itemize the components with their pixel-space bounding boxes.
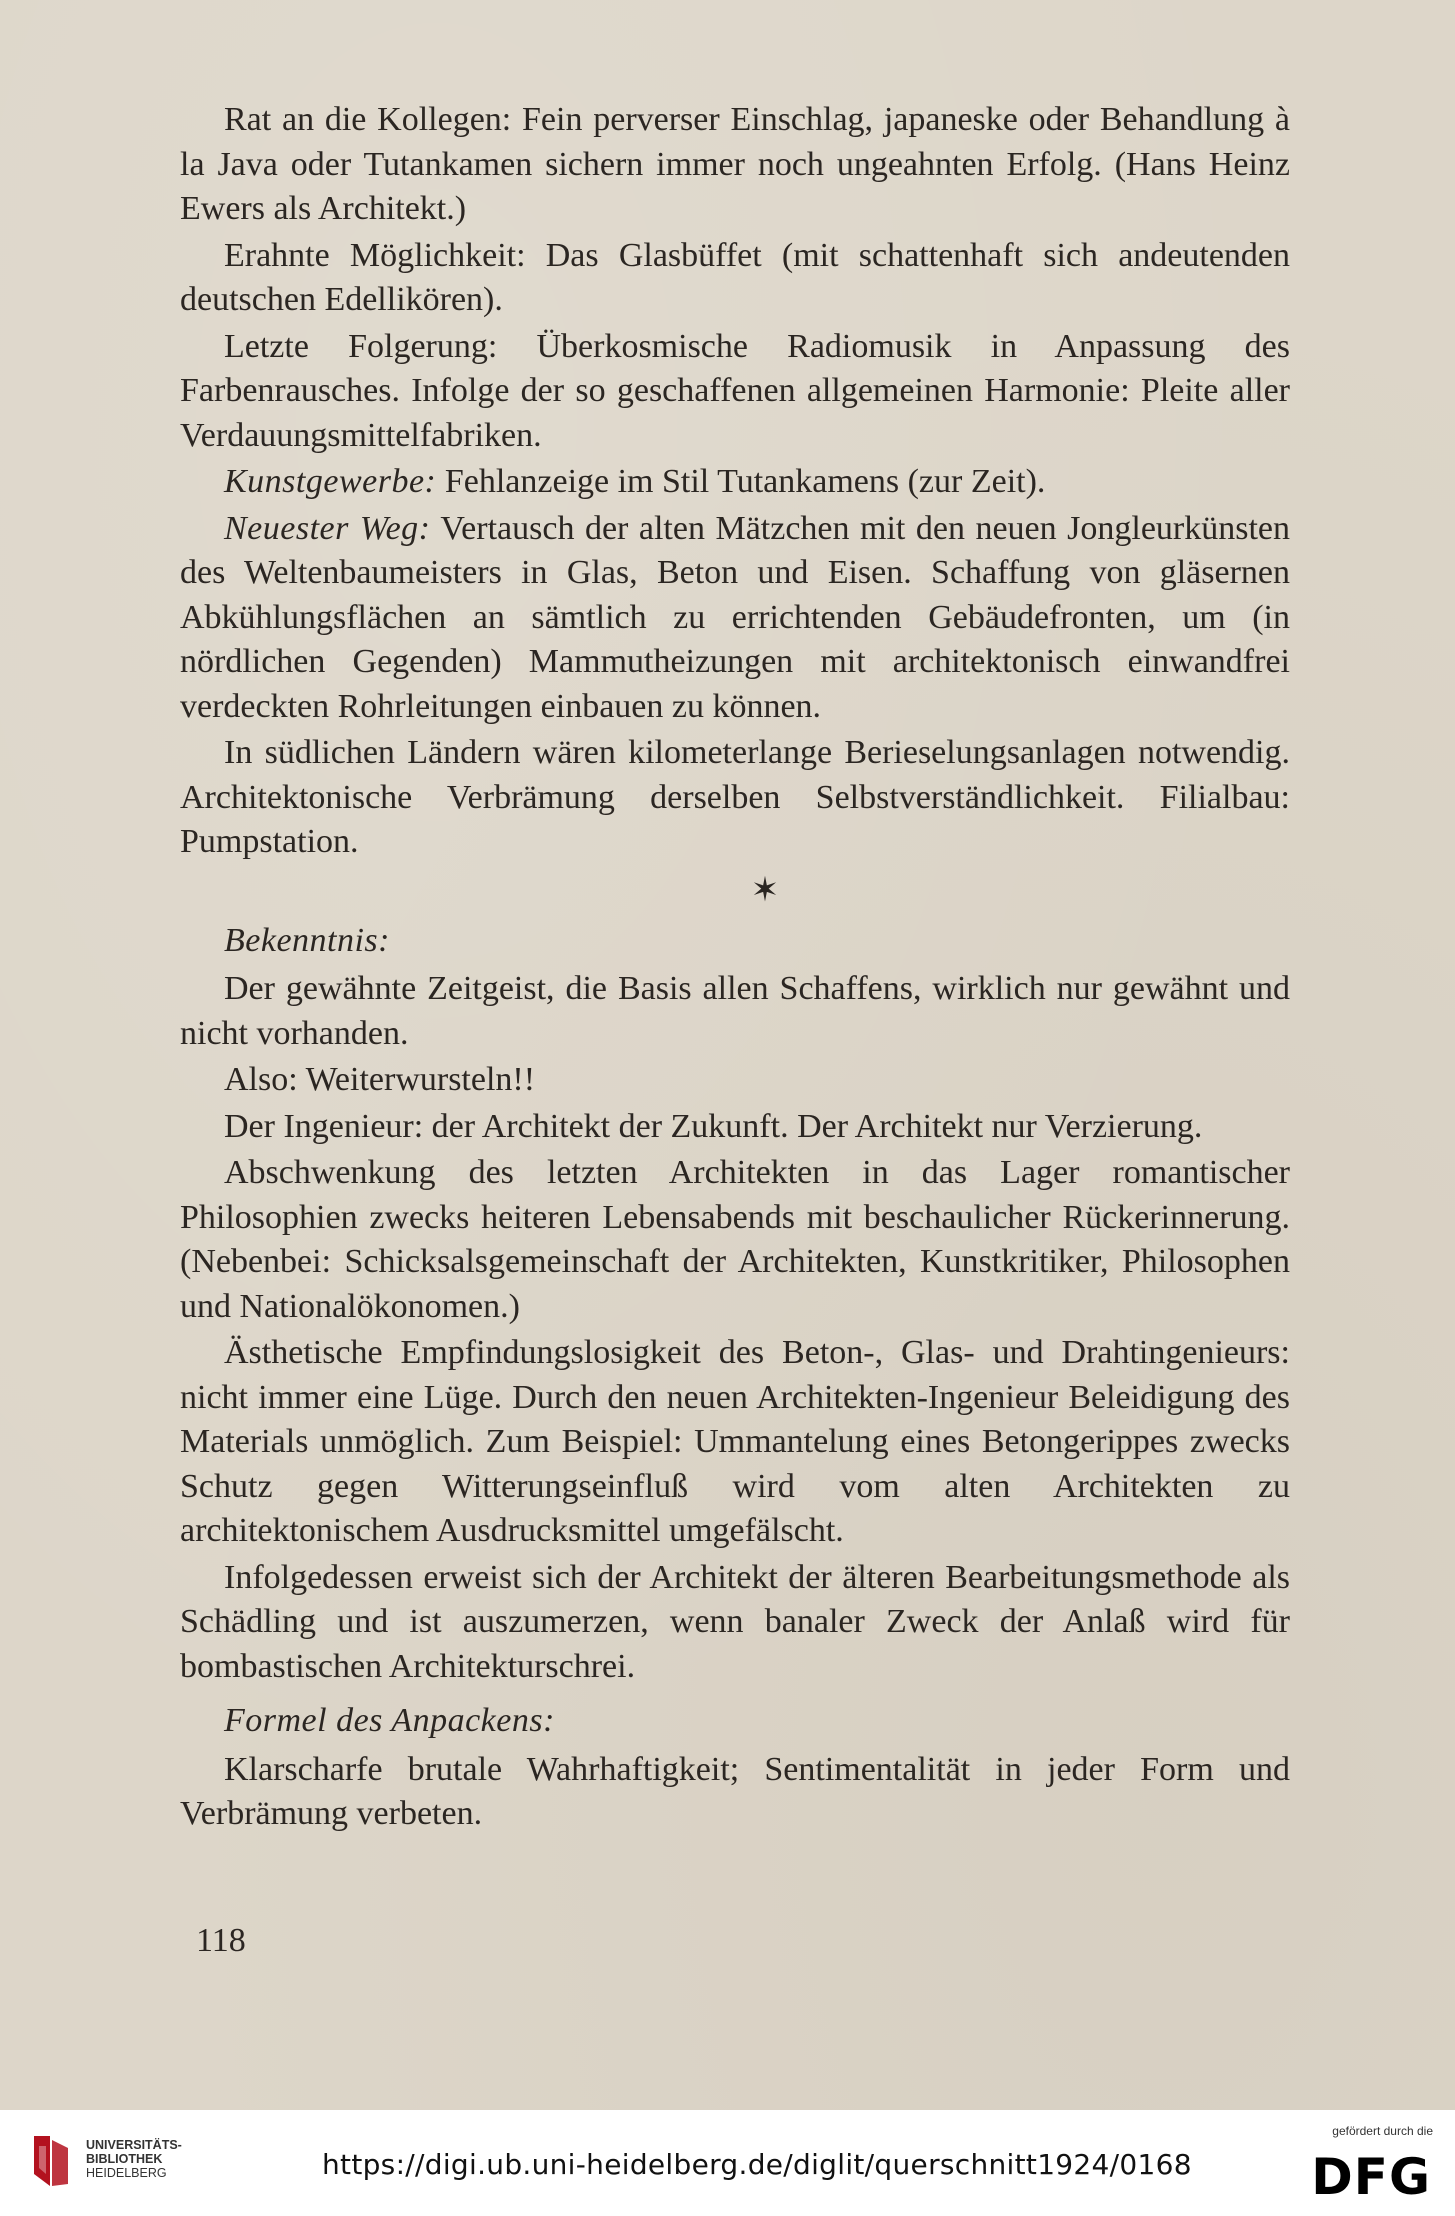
paragraph-text: Fehlanzeige im Stil Tutankamens (zur Zeit). <box>444 463 1046 500</box>
paragraph-text: Klarscharfe brutale Wahrhaftigkeit; Sentimentalität in jeder Form und Verbrämung verbeten. <box>180 1750 1290 1832</box>
paragraph-suedliche-laender <box>180 731 1290 865</box>
paragraph-klarscharfe <box>180 1748 1290 1837</box>
library-name <box>86 2138 182 2180</box>
paragraph-neuester-weg <box>180 507 1290 730</box>
permalink-url[interactable]: https://digi.ub.uni-heidelberg.de/diglit/querschnitt1924/0168 <box>322 2148 1192 2181</box>
sponsor-note: gefördert durch die <box>1332 2124 1433 2138</box>
asterism-separator: ✶ <box>750 871 780 909</box>
paragraph-text: Der gewähnte Zeitgeist, die Basis allen Schaffens, wirklich nur gewähnt und nicht vorhanden. <box>180 970 1290 1052</box>
paragraph-text: Der Ingenieur: der Architekt der Zukunft. Der Architekt nur Verzierung. <box>224 1107 1203 1145</box>
library-name-line: BIBLIOTHEK <box>86 2152 163 2166</box>
paragraph-infolgedessen <box>180 1556 1290 1690</box>
paragraph-text: Also: Weiterwursteln!! <box>224 1061 536 1098</box>
paragraph-zeitgeist <box>180 967 1290 1056</box>
paragraph-text: Ästhetische Empfindungslosigkeit des Beton-, Glas- und Drahtingenieurs: nicht immer eine Lüge. Durch den neuen Architekten-Ingenieur Beleidigung des Materials unmöglich. Zum Beispiel: Ummantelung eines Betongerippes zwecks Schutz gegen Witterungseinfluß wird vom alten Architekten zu architektonischem Ausdrucksmittel umgefälscht. <box>180 1334 1290 1549</box>
paragraph-rat <box>180 98 1290 232</box>
footer-bar <box>0 2110 1455 2216</box>
paragraph-kunstgewerbe <box>180 460 1290 505</box>
paragraph-moeglichkeit <box>180 234 1290 323</box>
paragraph-text: Rat an die Kollegen: Fein perverser Einschlag, japaneske oder Behandlung à la Java oder Tutankamen sichern immer noch ungeahnten Erfolg. (Hans Heinz Ewers als Architekt.) <box>180 101 1290 227</box>
paragraph-lead: Kunstgewerbe: <box>224 463 437 500</box>
library-name-line: HEIDELBERG <box>86 2166 167 2180</box>
heading-formel: Formel des Anpackens: <box>224 1702 555 1739</box>
page-text <box>180 98 1290 1839</box>
paragraph-text: Abschwenkung des letzten Architekten in das Lager romantischer Philosophien zwecks heiteren Lebensabends mit beschaulicher Rückerinnerung. (Nebenbei: Schicksalsgemeinschaft der Architekten, Kunstkritiker, Philosophen und Nationalökonomen.) <box>180 1154 1290 1325</box>
page-number: 118 <box>196 1922 246 1959</box>
heading-bekenntnis: Bekenntnis: <box>224 921 390 959</box>
paragraph-text: Letzte Folgerung: Überkosmische Radiomusik in Anpassung des Farbenrausches. Infolge der so geschaffenen allgemeinen Harmonie: Pleite aller Verdauungsmittelfabriken. <box>180 327 1290 454</box>
library-name-line: UNIVERSITÄTS- <box>86 2138 182 2152</box>
paragraph-text: Vertausch der alten Mätzchen mit den neuen Jongleurkünsten des Weltenbaumeisters in Glas, Beton und Eisen. Schaffung von gläsernen Abkühlungsflächen an sämtlich zu errichtenden Gebäudefronten, um (in nördlichen Gegenden) Mammutheizungen mit architektonisch einwandfrei verdeckten Rohrleitungen einbauen zu können. <box>180 509 1290 725</box>
paragraph-also <box>180 1058 1290 1103</box>
paragraph-folgerung <box>180 325 1290 459</box>
university-library-logo-icon <box>30 2134 72 2188</box>
paragraph-aesthetische <box>180 1331 1290 1554</box>
paragraph-text: Infolgedessen erweist sich der Architekt der älteren Bearbeitungsmethode als Schädling und ist auszumerzen, wenn banaler Zweck der Anlaß wird für bombastischen Architekturschrei. <box>180 1558 1290 1685</box>
paragraph-text: In südlichen Ländern wären kilometerlange Berieselungsanlagen notwendig. Architektonische Verbrämung derselben Selbstverständlichkeit. Filialbau: Pumpstation. <box>180 734 1290 860</box>
dfg-logo: DFG <box>1311 2148 1431 2206</box>
paragraph-text: Erahnte Möglichkeit: Das Glasbüffet (mit schattenhaft sich andeutenden deutschen Edellikören). <box>180 236 1290 318</box>
paragraph-ingenieur <box>180 1105 1290 1150</box>
paragraph-lead: Neuester Weg: <box>224 509 431 547</box>
paragraph-abschwenkung <box>180 1151 1290 1329</box>
